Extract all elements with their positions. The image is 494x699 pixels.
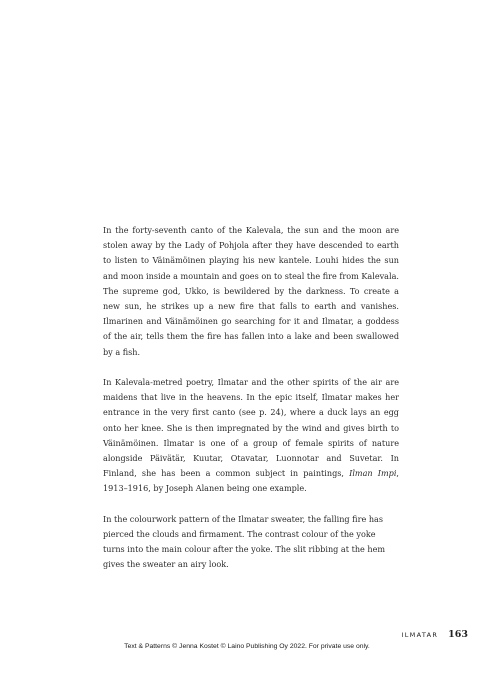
page-number: 163 [448,629,468,640]
painting-title: Ilman Impi [349,468,397,479]
paragraph-text: In Kalevala-metred poetry, Ilmatar and the other spirits of the air are maidens that live in the heavens. In the epic itself, Ilmatar makes her entrance in the very first canto (see p. 24), where a duck lays an egg onto her knee. She is then impregnated by the wind and gives birth to Väinämöinen. Ilmatar is one of a group of female spirits of nature alongside Päivätär, Kuutar, Otavatar, Luonnotar and Suvetar. In Finland, she has been a common subject in paintings, [103,377,399,479]
running-head: ILMATAR [401,631,439,639]
folio [402,629,468,640]
paragraph-text: , 1913–1916, by Joseph Alanen being one example. [103,468,399,494]
body-text [103,223,399,573]
paragraph-sweater-pattern: In the colourwork pattern of the Ilmatar sweater, the falling fire has pierced the clouds and firmament. The contrast colour of the yoke turns into the main colour after the yoke. The slit ribbing at the hem gives the sweater an airy look. [103,513,386,570]
paragraph-ilmatar-mythology [103,375,399,497]
paragraph-sun-and-moon: In the forty-seventh canto of the Kalevala, the sun and the moon are stolen away by the Lady of Pohjola after they have descended to earth to listen to Väinämöinen playing his new kantele. Louhi hides the sun and moon inside a mountain and goes on to steal the fire from Kalevala. The supreme god, Ukko, is bewildered by the darkness. To create a new sun, he strikes up a new fire that falls to earth and vanishes. Ilmarinen and Väinämöinen go searching for it and Ilmatar, a goddess of the air, tells them the fire has fallen into a lake and been swallowed by a fish. [103,225,399,357]
copyright-notice: Text & Patterns © Jenna Kostet © Laino Publishing Oy 2022. For private use only. [124,643,370,650]
